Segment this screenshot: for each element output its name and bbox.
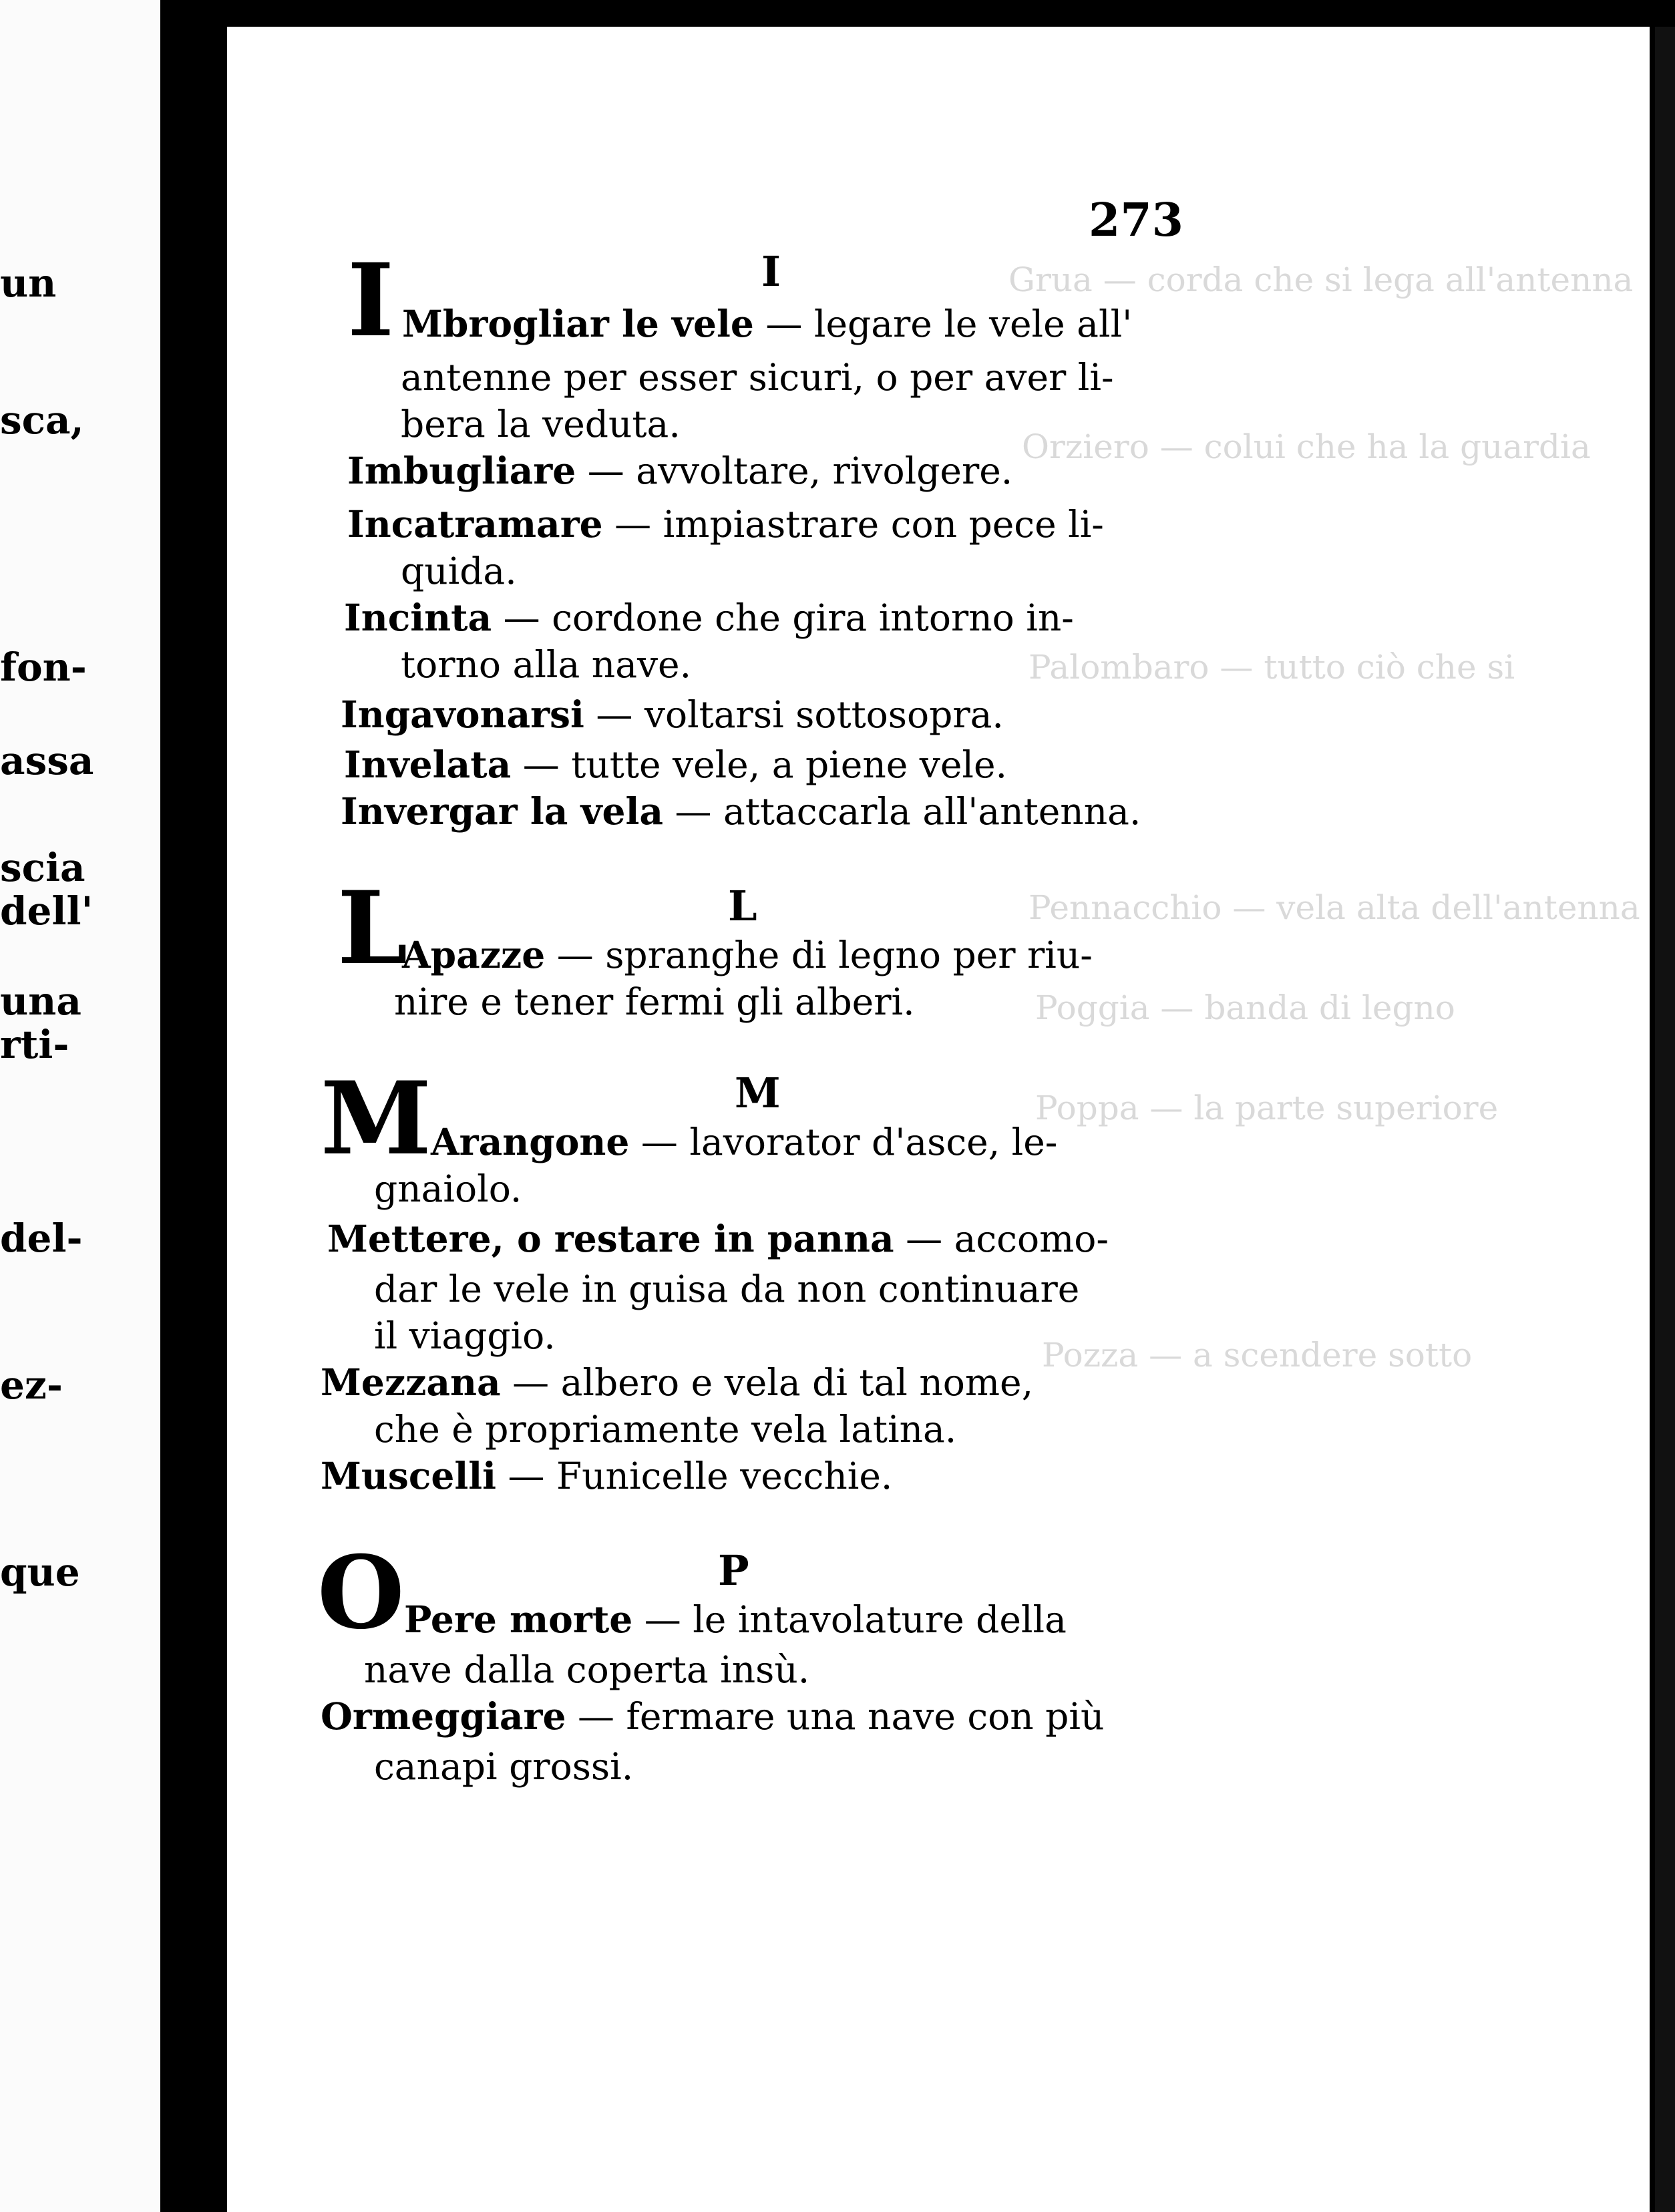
left-page-fragment: fon- xyxy=(0,644,87,690)
bleed-through-text: Pennacchio — vela alta dell'antenna xyxy=(1029,888,1640,927)
entry-line: Pere morte — le intavolature della xyxy=(404,1598,1067,1641)
left-page-fragment: assa xyxy=(0,738,94,783)
section-letter: P xyxy=(718,1546,749,1595)
drop-cap: L xyxy=(337,870,408,987)
left-page-fragment: dell' xyxy=(0,888,94,934)
page-number: 273 xyxy=(1089,194,1183,247)
entry-line: Incinta — cordone che gira intorno in- xyxy=(344,596,1074,639)
right-page-edge xyxy=(1655,27,1675,2212)
left-page-fragment: sca, xyxy=(0,397,84,443)
book-gutter xyxy=(160,0,227,2212)
section-letter: L xyxy=(728,882,757,930)
left-facing-page xyxy=(0,0,160,2212)
entry-line: Imbugliare — avvoltare, rivolgere. xyxy=(347,449,1013,492)
entry-line: Muscelli — Funicelle vecchie. xyxy=(321,1454,893,1497)
bleed-through-text: Poppa — la parte superiore xyxy=(1035,1089,1499,1127)
bleed-through-text: Palombaro — tutto ciò che si xyxy=(1029,648,1515,687)
entry-line: Incatramare — impiastrare con pece li- xyxy=(347,502,1104,546)
entry-line: il viaggio. xyxy=(374,1314,556,1357)
section-letter: M xyxy=(735,1069,781,1117)
entry-line: quida. xyxy=(401,550,517,592)
entry-line: che è propriamente vela latina. xyxy=(374,1408,957,1451)
left-page-fragment: un xyxy=(0,260,57,306)
bleed-through-text: Pozza — a scendere sotto xyxy=(1042,1336,1473,1374)
bleed-through-text: Orziero — colui che ha la guardia xyxy=(1022,427,1591,466)
entry-line: Apazze — spranghe di legno per riu- xyxy=(402,933,1093,976)
bleed-through-text: Poggia — banda di legno xyxy=(1035,988,1455,1027)
left-page-fragment: del- xyxy=(0,1216,83,1261)
entry-line: dar le vele in guisa da non continuare xyxy=(374,1268,1080,1310)
drop-cap: M xyxy=(321,1060,432,1177)
drop-cap: I xyxy=(347,242,395,359)
entry-line: canapi grossi. xyxy=(374,1745,634,1788)
entry-line: torno alla nave. xyxy=(401,643,692,686)
entry-line: Arangone — lavorator d'asce, le- xyxy=(431,1120,1058,1163)
entry-line: Invelata — tutte vele, a piene vele. xyxy=(344,743,1008,786)
entry-line: bera la veduta. xyxy=(401,403,681,445)
entry-line: Mezzana — albero e vela di tal nome, xyxy=(321,1360,1034,1404)
main-page xyxy=(227,27,1650,2212)
entry-line: Ormeggiare — fermare una nave con più xyxy=(321,1694,1105,1738)
entry-line: nire e tener fermi gli alberi. xyxy=(394,980,915,1023)
bleed-through-text: Grua — corda che si lega all'antenna xyxy=(1008,260,1634,299)
left-page-fragment: scia xyxy=(0,845,85,890)
section-letter: I xyxy=(761,247,781,296)
entry-line: Invergar la vela — attaccarla all'antenna. xyxy=(341,789,1141,833)
entry-line: Mettere, o restare in panna — accomo- xyxy=(327,1217,1109,1260)
entry-line: antenne per esser sicuri, o per aver li- xyxy=(401,356,1114,399)
left-page-fragment: que xyxy=(0,1549,80,1595)
entry-line: Ingavonarsi — voltarsi sottosopra. xyxy=(341,693,1004,736)
entry-line: gnaiolo. xyxy=(374,1167,522,1210)
entry-line: nave dalla coperta insù. xyxy=(364,1648,810,1691)
left-page-fragment: ez- xyxy=(0,1362,63,1408)
left-page-fragment: una xyxy=(0,978,81,1024)
drop-cap: O xyxy=(317,1534,405,1652)
left-page-fragment: rti- xyxy=(0,1022,69,1067)
entry-line: Mbrogliar le vele — legare le vele all' xyxy=(402,302,1133,345)
